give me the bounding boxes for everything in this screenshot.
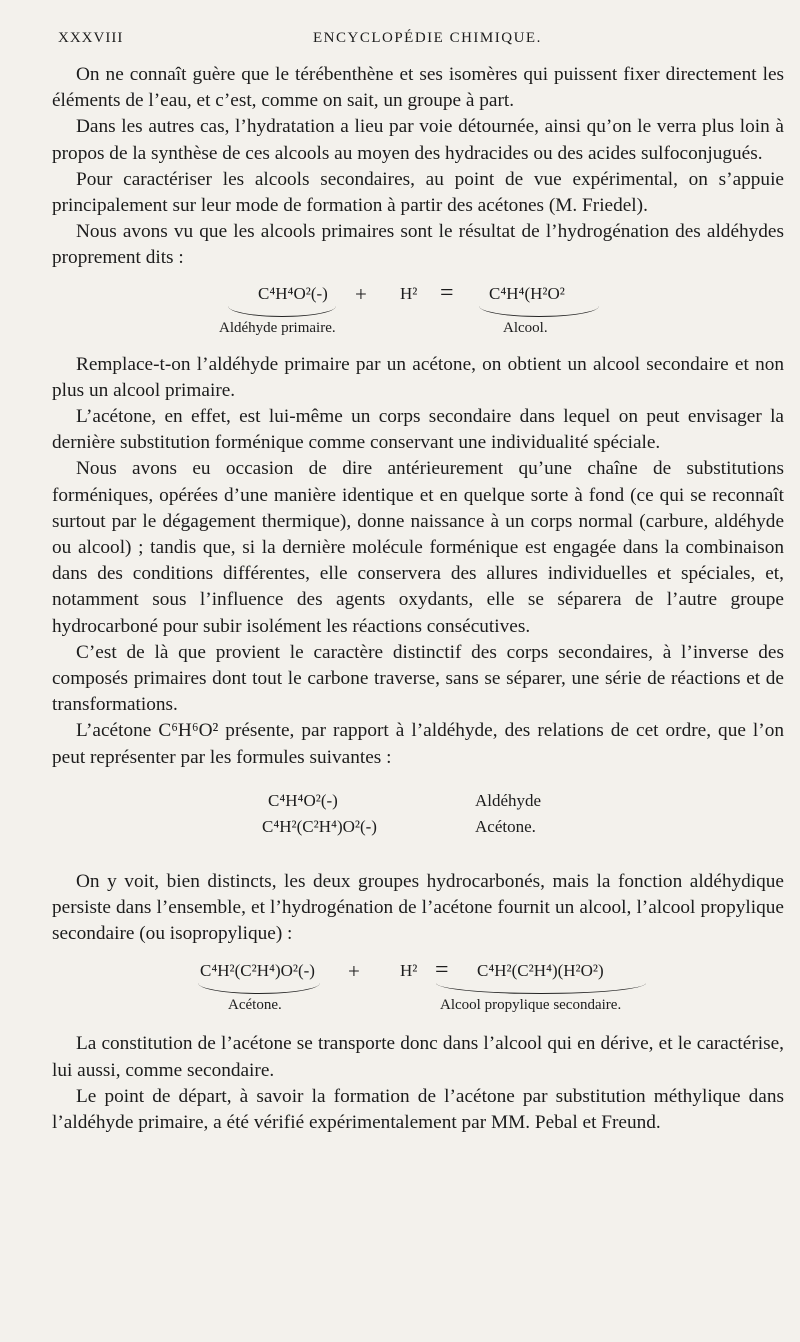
page-number: XXXVIII (58, 30, 124, 46)
running-title: ENCYCLOPÉDIE CHIMIQUE. (313, 30, 542, 46)
equation-reagent: H² (400, 283, 418, 303)
equation-reactant: C⁴H⁴O²(-) (258, 283, 328, 303)
label-alcool: Alcool. (503, 319, 548, 336)
paragraph: On ne connaît guère que le térébenthène et ses isomères qui puissent fixer directement les éléments de l’eau, et c’est, comme on sait, un groupe à part. (52, 64, 784, 112)
brace-underline (479, 306, 599, 317)
paragraph: Le point de départ, à savoir la formation de l’acétone par substitution méthylique dans l’aldéhyde primaire, a été vérifié expérimentalement par MM. Pebal et Freund. (52, 1085, 784, 1134)
body-text (52, 62, 784, 1136)
equation-acetone-hydrogenation (52, 947, 784, 1017)
page-header (58, 30, 760, 52)
paragraph: Dans les autres cas, l’hydratation a lieu par voie détournée, ainsi qu’on le verra plus loin à propos de la synthèse de ces alcools au moyen des hydracides ou des acides sulfoconjugués. (52, 116, 784, 164)
plus-sign: + (348, 959, 360, 984)
brace-underline (436, 983, 646, 994)
equation-reagent: H² (400, 961, 418, 981)
comparison-row (52, 787, 784, 817)
label-acetone: Acétone. (228, 997, 282, 1014)
paragraph: L’acétone C⁶H⁶O² présente, par rapport à l’aldéhyde, des relations de cet ordre, que l’on peut représenter par les formules suivantes : (52, 720, 784, 768)
compound-name: Acétone. (475, 816, 536, 836)
brace-underline (198, 983, 320, 994)
equation-reactant: C⁴H²(C²H⁴)O²(-) (200, 961, 315, 981)
label-aldehyde-primaire: Aldéhyde primaire. (219, 319, 336, 336)
paragraph: Remplace-t-on l’aldéhyde primaire par un acétone, on obtient un alcool secondaire et non plus un alcool primaire. (52, 353, 784, 401)
equals-sign: = (440, 279, 454, 306)
equals-sign: = (435, 957, 449, 984)
paragraph: C’est de là que provient le caractère distinctif des corps secondaires, à l’inverse des composés primaires dont tout le carbone traverse, sans se séparer, une série de réactions et de transformations. (52, 641, 784, 716)
equation-product: C⁴H²(C²H⁴)(H²O²) (477, 961, 604, 981)
label-alcool-propylique: Alcool propylique secondaire. (440, 997, 622, 1014)
paragraph: La constitution de l’acétone se transporte donc dans l’alcool qui en dérive, et le caractérise, lui aussi, comme secondaire. (52, 1033, 784, 1081)
equation-product: C⁴H⁴(H²O² (489, 283, 565, 303)
brace-underline (228, 306, 336, 317)
paragraph: L’acétone, en effet, est lui-même un corps secondaire dans lequel on peut envisager la dernière substitution forménique comme conservant une individualité spéciale. (52, 406, 784, 454)
paragraph: On y voit, bien distincts, les deux groupes hydrocarbonés, mais la fonction aldéhydique persiste dans l’ensemble, et l’hydrogénation de l’acétone fournit un alcool, l’alcool propylique secondaire (ou isopropylique) : (52, 870, 784, 945)
plus-sign: + (355, 281, 367, 306)
formula: C⁴H²(C²H⁴)O²(-) (262, 816, 377, 836)
formula: C⁴H⁴O²(-) (268, 790, 338, 810)
equation-aldehyde-hydrogenation (52, 272, 784, 342)
paragraph: Pour caractériser les alcools secondaires, au point de vue expérimental, on s’appuie principalement sur leur mode de formation à partir des acétones (M. Friedel). (52, 168, 784, 217)
paragraph: Nous avons vu que les alcools primaires sont le résultat de l’hydrogénation des aldéhydes proprement dits : (52, 221, 784, 269)
compound-name: Aldéhyde (475, 790, 542, 810)
comparison-row (52, 817, 784, 847)
paragraph: Nous avons eu occasion de dire antérieurement qu’une chaîne de substitutions forméniques, opérées d’une manière identique et en quelque sorte à fond (ce qui se reconnaît surtout par le dégagement thermique), donne naissance à un corps normal (carbure, aldéhyde ou alcool) ; tandis que, si la dernière molécule forménique est engagée dans la combinaison dans des conditions différentes, elle conservera des allures individuelles et spéciales, et, notamment sous l’influence des agents oxydants, elle se séparera de l’autre groupe hydrocarboné pour subir isolément les réactions consécutives. (52, 458, 784, 637)
